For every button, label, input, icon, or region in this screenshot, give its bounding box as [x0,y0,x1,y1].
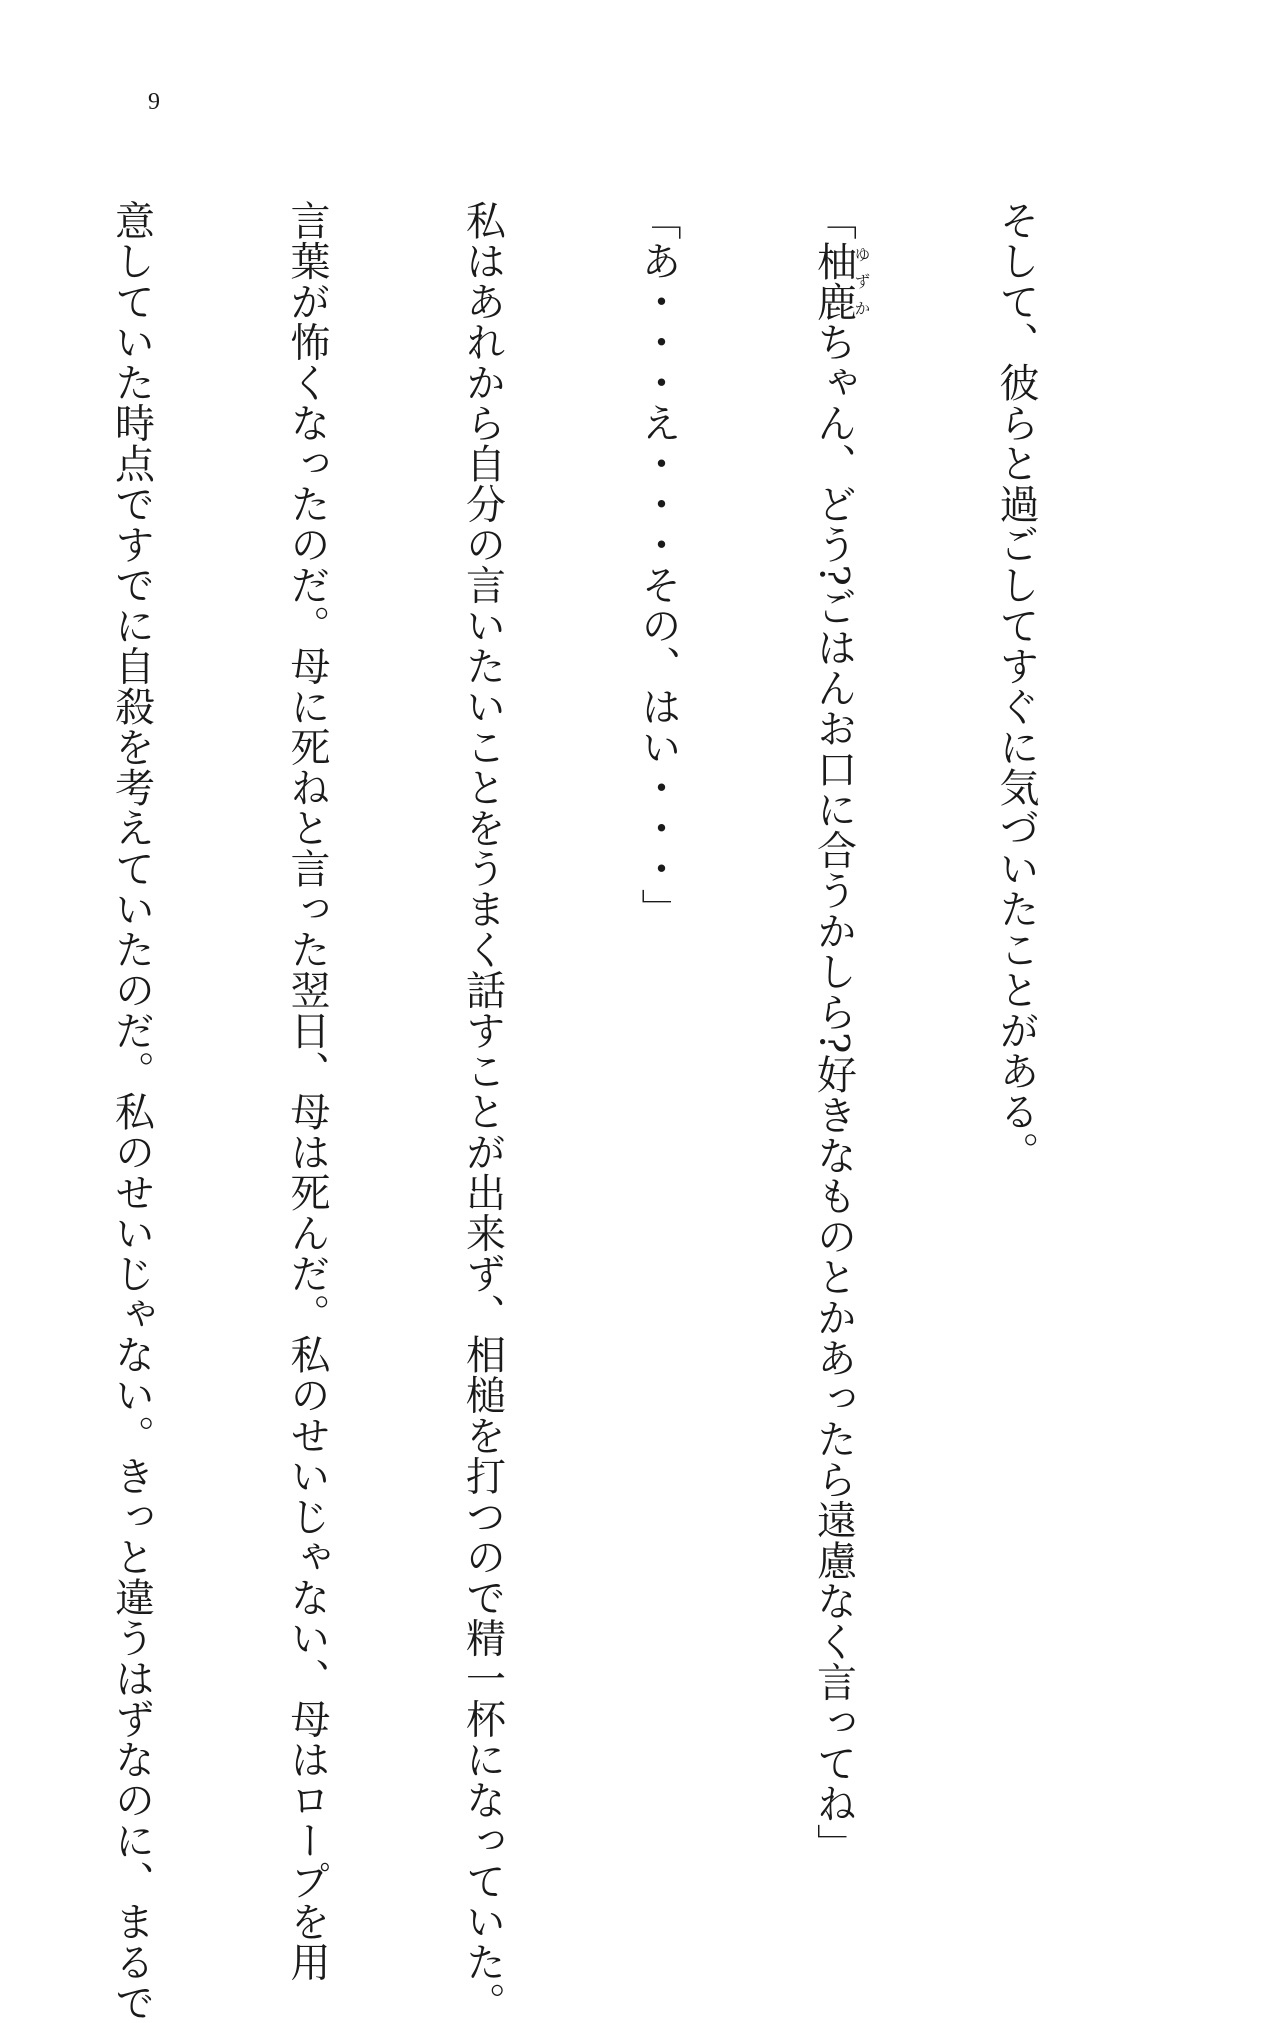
text-line: そして、彼らと過ごしてすぐに気づいたことがある。 [993,200,1039,1172]
text-line: 私はあれから自分の言いたいことをうまく話すことが出来ず、相槌を打つので精一杯になっていた。 [459,200,506,2023]
page-number: 9 [148,89,160,115]
body-text [0,200,1162,2023]
text-segment: 「 [810,200,857,241]
ruby-reading: ゆずか [852,240,871,322]
ruby-annotation [810,240,871,322]
ruby-base: 柚鹿 [810,240,857,322]
text-line: 言葉が怖くなったのだ。母に死ねと言った翌日、母は死んだ。私のせいじゃない、母はロープを用 [284,200,330,1982]
text-segment: ちゃん、どう?ごはんお口に合うかしら?好きなものとかあったら遠慮なく言ってね」 [810,321,857,1864]
text-line: 意していた時点ですでに自殺を考えていたのだ。私のせいじゃない。きっと違うはずなのに、まるで [108,200,155,2023]
text-line [804,200,871,1864]
text-line: 「あ・・・え・・・その、はい・・・」 [635,200,681,929]
